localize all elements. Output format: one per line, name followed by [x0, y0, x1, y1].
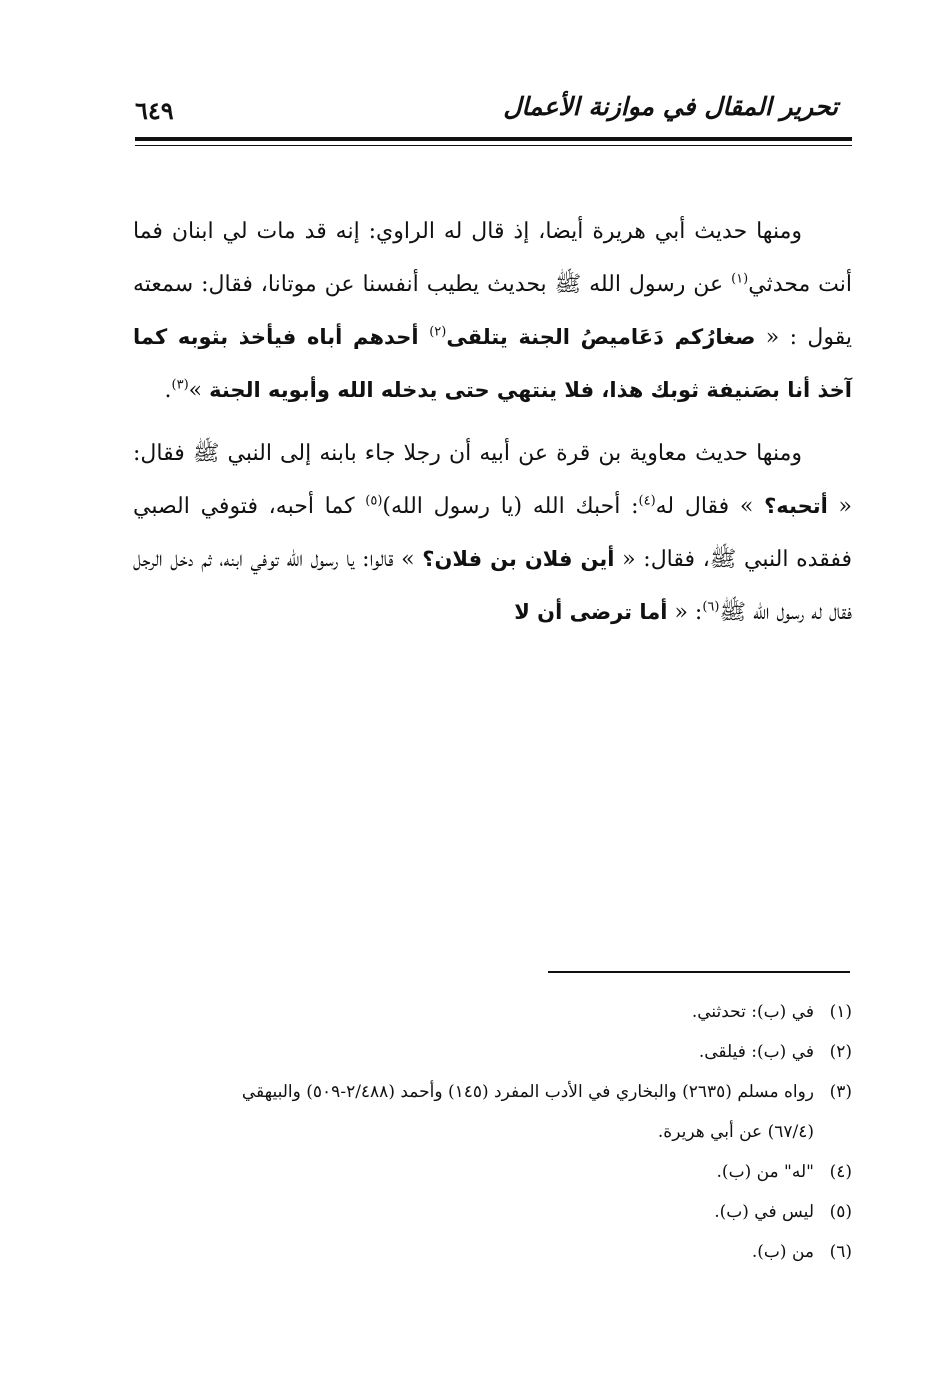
main-text: [133, 205, 852, 649]
page-number: ٦٤٩: [135, 96, 174, 125]
footnote-ref-1: (١): [731, 271, 749, 287]
footnote-ref-3: (٣): [171, 377, 189, 393]
footnote-5: (٥)ليس في (ب).: [714, 1202, 852, 1222]
hadith-text: أين فلان بن فلان؟: [422, 547, 615, 571]
hadith-text: أما ترضى أن لا: [514, 600, 668, 624]
paragraph-1: ومنها حديث أبي هريرة أيضا، إذ قال له الراوي: إنه قد مات لي ابنان فما أنت محدثي$^{(١)}$ عن رسول الله ﷺ بحديث يطيب أنفسنا عن موتانا، فقال: سمعته يقول : « صغارُكم دَعَاميصُ الجنة يتلقى$^{(٢)}$ أحدهم أباه فيأخذ بثوبه كما آخذ أنا بصَنيفة ثوبك هذا، فلا ينتهي حتى يدخله الله وأبويه الجنة »$^{(٣)}$.: [133, 219, 852, 403]
hadith-text: صغارُكم دَعَاميصُ الجنة يتلقى: [446, 325, 756, 349]
header-rule-thin: [135, 145, 852, 146]
footnote-3: (٣)رواه مسلم (٢٦٣٥) والبخاري في الأدب المفرد (١٤٥) وأحمد (٢/٤٨٨-٥٠٩) والبيهقي: [241, 1082, 852, 1102]
footnote-ref-2: (٢): [429, 324, 447, 340]
footnote-1: (١)في (ب): تحدثني.: [691, 1002, 852, 1022]
footnote-3-continuation: (٦٧/٤) عن أبي هريرة.: [657, 1122, 814, 1142]
footnote-2: (٢)في (ب): فيلقى.: [698, 1042, 852, 1062]
header-rule-thick: [135, 137, 852, 141]
footnote-ref-5: (٥): [365, 493, 383, 509]
hadith-text: أحدهم أباه فيأخذ بثوبه كما آخذ أنا بصَنيفة ثوبك هذا، فلا ينتهي حتى يدخله الله وأبويه الجنة: [133, 325, 852, 402]
footnote-6: (٦)من (ب).: [751, 1242, 852, 1262]
footnote-separator: [548, 971, 850, 973]
footnote-4: (٤)"له" من (ب).: [716, 1162, 852, 1182]
hadith-text: أتحبه؟: [764, 494, 828, 518]
book-title: تحرير المقال في موازنة الأعمال: [503, 92, 838, 121]
footnote-ref-4: (٤): [638, 493, 656, 509]
footnote-ref-6: (٦): [702, 599, 720, 615]
running-header: [135, 92, 838, 132]
footnotes: [135, 992, 852, 1272]
paragraph-2: ومنها حديث معاوية بن قرة عن أبيه أن رجلا جاء بابنه إلى النبي ﷺ فقال: « أتحبه؟ » فقال له$^{(٤)}$: أحبك الله (يا رسول الله)$^{(٥)}$ كما أحبه، فتوفي الصبي ففقده النبي ﷺ، فقال: « أين فلان بن فلان؟ » قالوا: يا رسول الله توفي ابنه، ثم دخل الرجل فقال له رسول الله ﷺ$^{(٦)}$: « أما ترضى أن لا: [133, 441, 852, 625]
